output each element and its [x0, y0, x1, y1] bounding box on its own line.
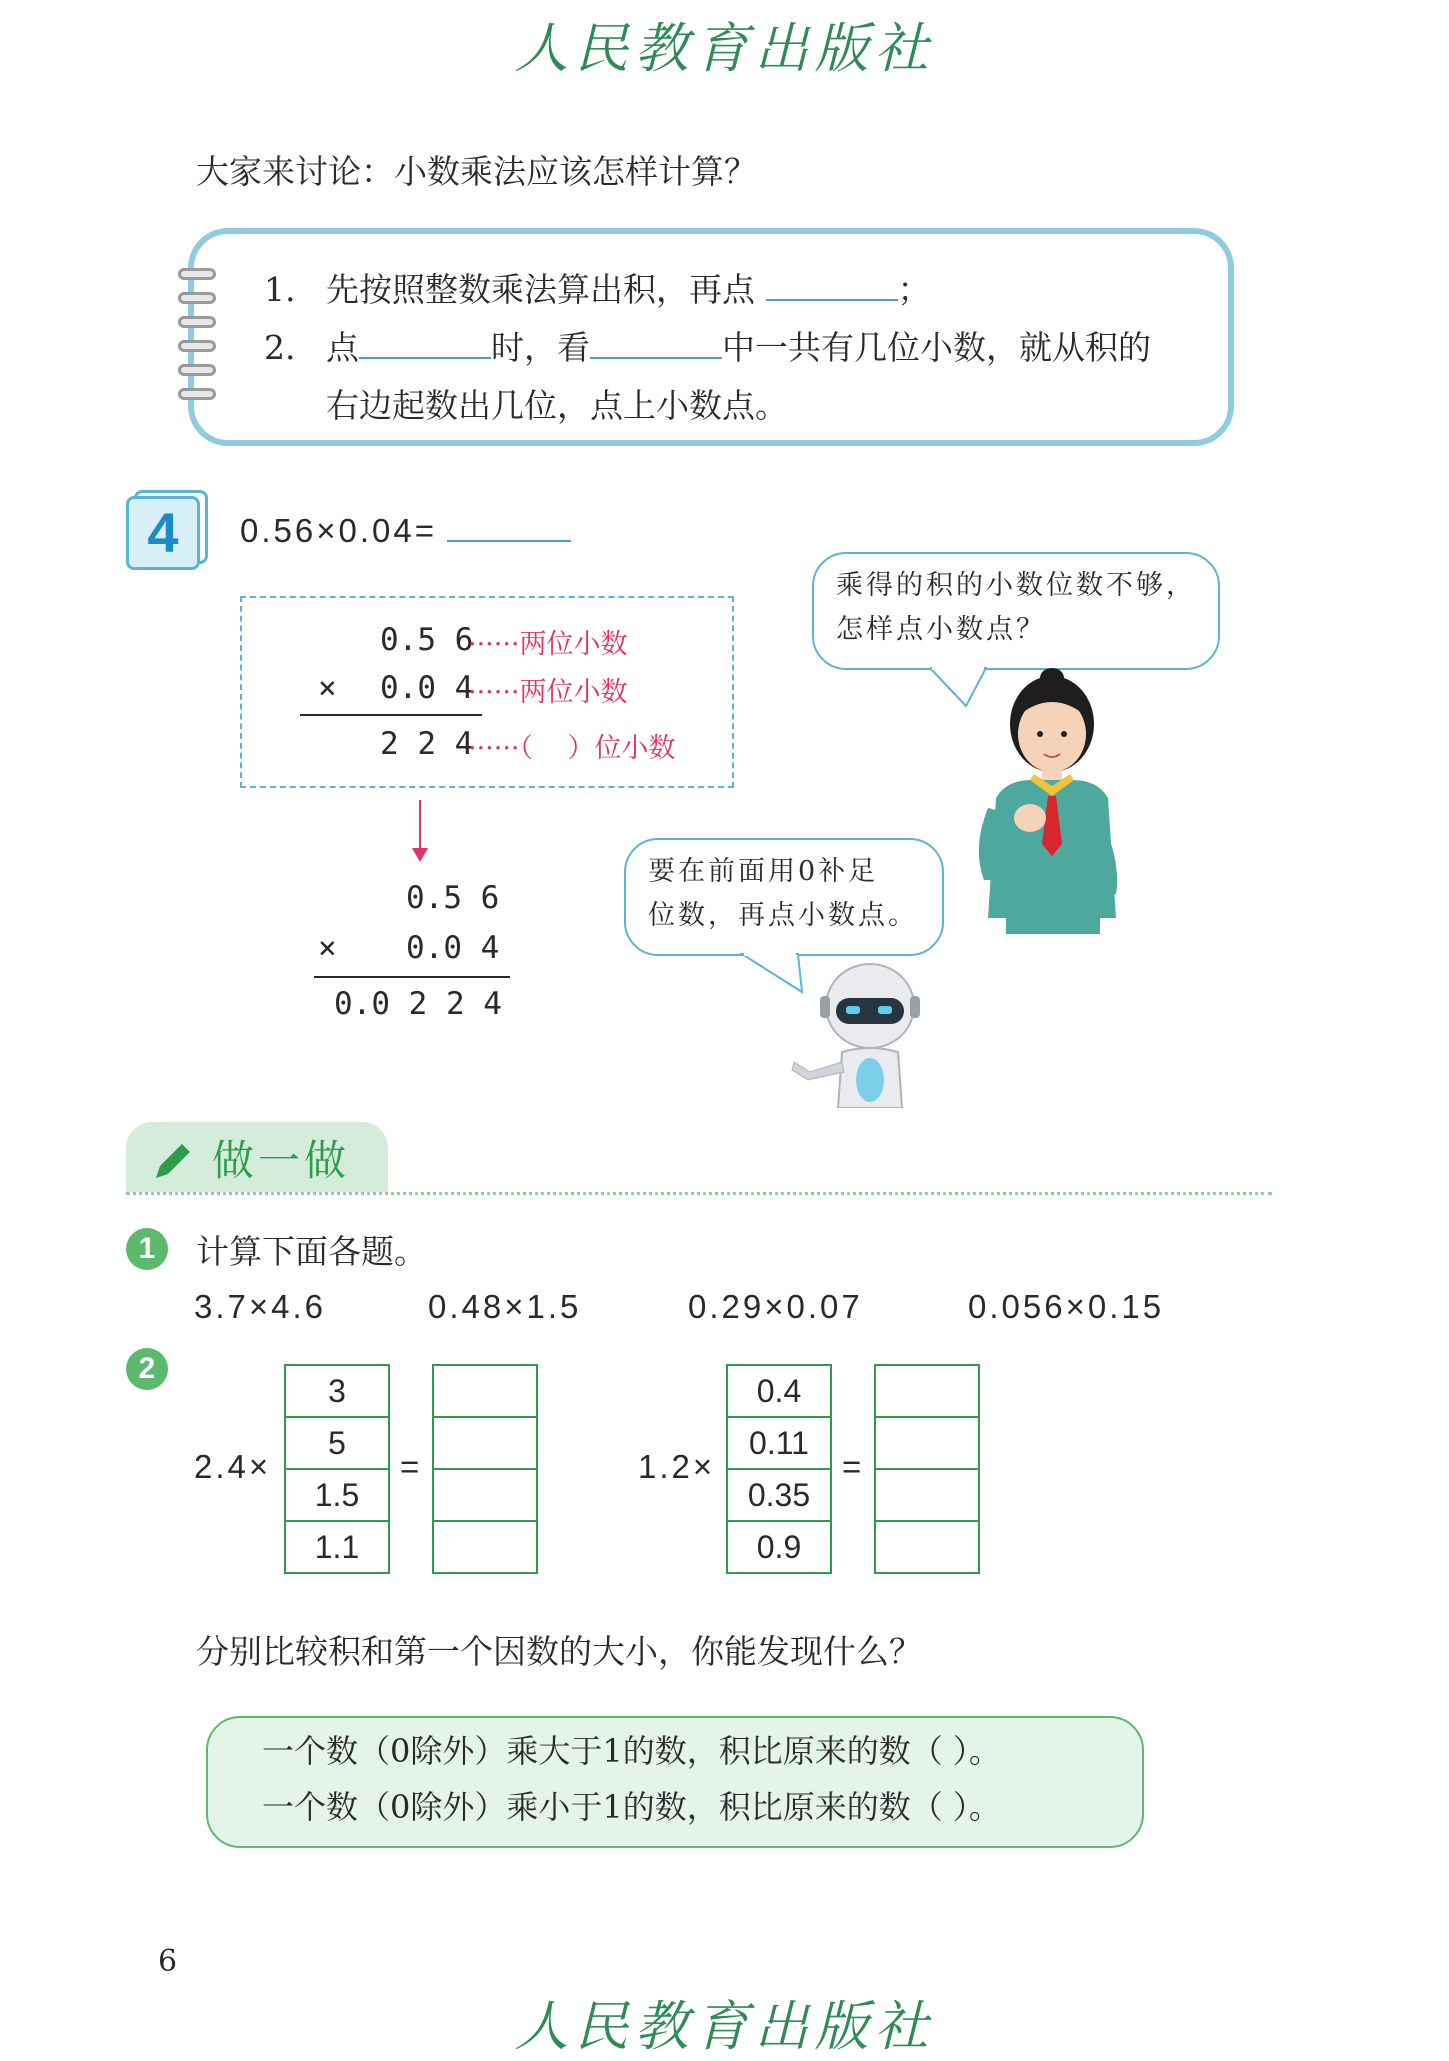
q2-right-cell: 0.4 [728, 1366, 830, 1418]
practice-title: 做一做 [212, 1136, 351, 1185]
rule-2-continuation: 右边起数出几位，点上小数点。 [326, 386, 788, 425]
spiral-ring [178, 364, 216, 376]
conclusion-line-1: 一个数（0除外）乘大于1的数，积比原来的数（ ）。 [262, 1732, 1001, 1770]
robot-bubble-line-2: 位数，再点小数点。 [648, 900, 918, 931]
compare-prompt: 分别比较积和第一个因数的大小，你能发现什么？ [196, 1632, 922, 1671]
pencil-icon [152, 1136, 198, 1182]
robot-bubble-line-1: 要在前面用0补足 [648, 856, 879, 887]
rule-2-text-c: 中一共有几位小数，就从积的 [722, 328, 1151, 367]
question-2-badge: 2 [126, 1348, 168, 1390]
calc1-row2-operator: × [318, 670, 337, 706]
page-number: 6 [158, 1944, 178, 1979]
down-arrow-icon [408, 800, 432, 864]
q2-left-label: 2.4× [194, 1448, 272, 1485]
calc1-row1-note: ······两位小数 [468, 629, 628, 660]
rule-2-blank-2[interactable] [590, 357, 722, 359]
rule-1-blank[interactable] [766, 299, 898, 301]
question-1-text: 计算下面各题。 [196, 1232, 427, 1271]
example-question-text: 0.56×0.04= [240, 512, 437, 549]
example-answer-blank[interactable] [447, 540, 571, 542]
q2-right-cell: 0.11 [728, 1418, 830, 1470]
rule-2-text-a: 点 [326, 328, 359, 367]
girl-bubble-line-1: 乘得的积的小数位数不够， [836, 570, 1196, 601]
rule-2-text-b: 时，看 [491, 328, 590, 367]
spiral-ring [178, 268, 216, 280]
robot-speech-bubble [624, 838, 944, 956]
spiral-ring [178, 388, 216, 400]
rule-2-blank-1[interactable] [359, 357, 491, 359]
q2-left-answer-cell[interactable] [434, 1522, 536, 1574]
publisher-footer: 人民教育出版社 [514, 1995, 935, 2058]
rule-1-number: 1. [264, 270, 296, 309]
q2-right-cell: 0.9 [756, 1529, 802, 1565]
conclusion-line-2: 一个数（0除外）乘小于1的数，积比原来的数（ ）。 [262, 1788, 1001, 1826]
calc2-row2: 0.0 4 [406, 930, 500, 966]
calc2-row1: 0.5 6 [406, 880, 500, 916]
q2-left-cell: 1.1 [314, 1529, 360, 1565]
q2-right-answer-cell[interactable] [876, 1470, 978, 1522]
q2-right-factor-grid [726, 1364, 832, 1574]
girl-illustration [966, 668, 1136, 948]
q2-right-label: 1.2× [638, 1448, 716, 1485]
q2-left-equals: = [400, 1448, 423, 1485]
girl-speech-bubble [812, 552, 1220, 670]
publisher-header: 人民教育出版社 [514, 17, 935, 80]
q2-left-answer-grid [432, 1364, 538, 1574]
girl-bubble-line-2: 怎样点小数点？ [836, 614, 1046, 645]
calc1-row2-note: ······两位小数 [468, 677, 628, 708]
q1-item-1: 3.7×4.6 [194, 1288, 327, 1325]
q1-item-3: 0.29×0.07 [688, 1288, 863, 1325]
calc1-divider [300, 714, 482, 716]
calc2-row3: 0.0 2 2 4 [334, 986, 502, 1022]
example-question [240, 512, 571, 550]
calc2-divider [314, 976, 510, 978]
discussion-prompt: 大家来讨论：小数乘法应该怎样计算？ [196, 152, 757, 191]
spiral-ring [178, 316, 216, 328]
practice-divider [126, 1192, 1272, 1195]
rule-1 [264, 264, 931, 311]
q2-right-answer-cell[interactable] [876, 1366, 978, 1418]
q2-left-answer-cell[interactable] [434, 1418, 536, 1470]
q2-right-answer-cell[interactable] [876, 1418, 978, 1470]
q2-left-factor-grid [284, 1364, 390, 1574]
robot-illustration [790, 958, 930, 1108]
calc1-row1: 0.5 6 [380, 622, 474, 658]
q2-left-cell: 1.5 [286, 1470, 388, 1522]
q2-right-equals: = [842, 1448, 865, 1485]
rule-2 [264, 322, 1151, 369]
q1-item-4: 0.056×0.15 [968, 1288, 1165, 1325]
question-1-badge: 1 [126, 1228, 168, 1270]
q2-right-answer-cell[interactable] [876, 1522, 978, 1574]
example-number-badge: 4 [126, 496, 200, 570]
calc1-row3-note: ······（ ）位小数 [468, 733, 676, 764]
calc1-row2: 0.0 4 [380, 670, 474, 706]
q1-item-2: 0.48×1.5 [428, 1288, 582, 1325]
rule-2-number: 2. [264, 328, 296, 367]
q2-right-cell: 0.35 [728, 1470, 830, 1522]
calc1-row3: 2 2 4 [380, 726, 474, 762]
q2-left-cell: 5 [286, 1418, 388, 1470]
calc2-row2-operator: × [318, 930, 337, 966]
q2-left-cell: 3 [286, 1366, 388, 1418]
spiral-ring [178, 340, 216, 352]
rule-1-end: ； [897, 270, 931, 309]
spiral-ring [178, 292, 216, 304]
q2-left-answer-cell[interactable] [434, 1366, 536, 1418]
rule-1-text: 先按照整数乘法算出积，再点 [326, 270, 755, 309]
q2-right-answer-grid [874, 1364, 980, 1574]
q2-left-answer-cell[interactable] [434, 1470, 536, 1522]
